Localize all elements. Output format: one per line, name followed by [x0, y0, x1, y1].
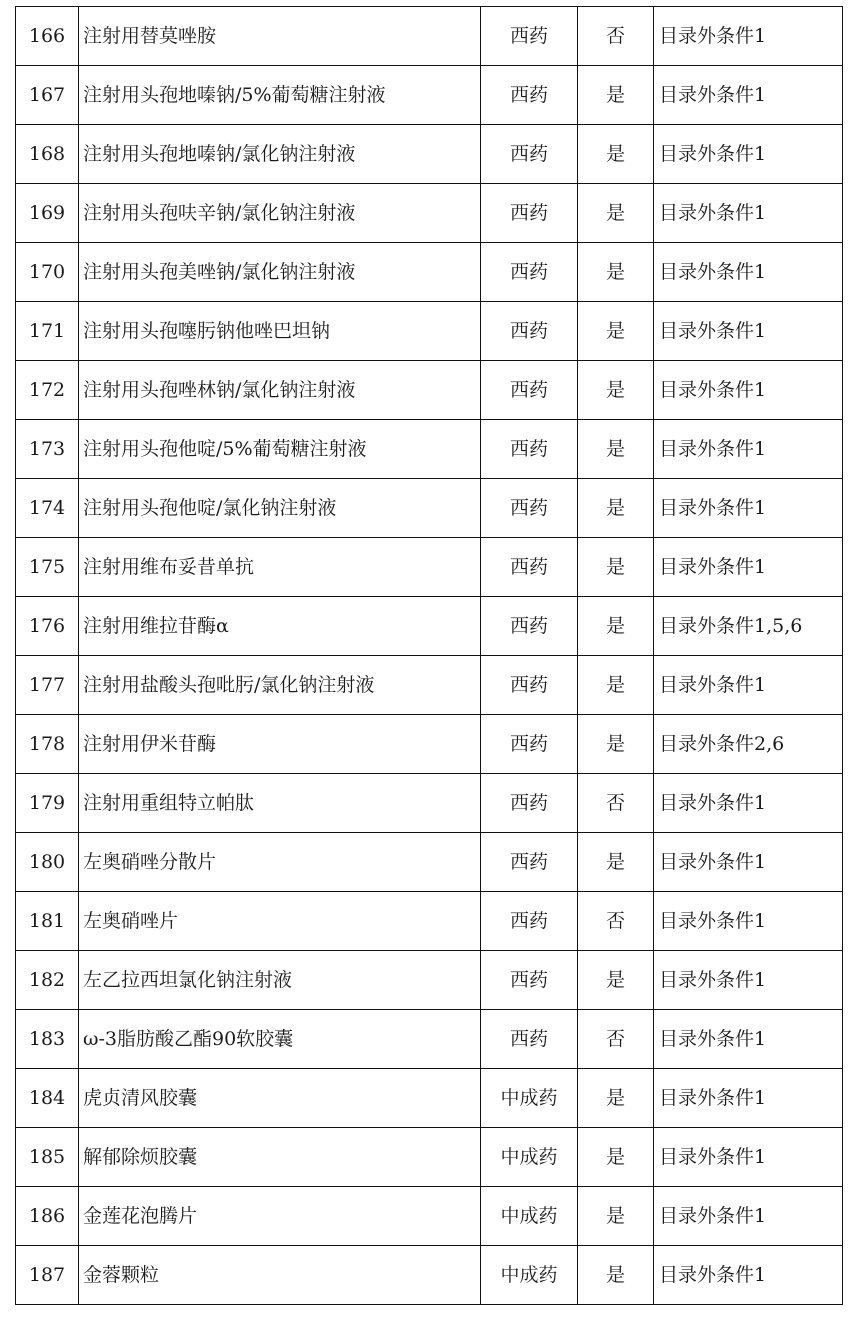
- row-number-cell: 174: [16, 479, 79, 538]
- drug-name-cell: 左奥硝唑片: [79, 892, 481, 951]
- row-number-cell: 173: [16, 420, 79, 479]
- condition-cell: 目录外条件1: [654, 1246, 843, 1305]
- drug-list-table-wrapper: [15, 6, 842, 1305]
- drug-name-cell: 注射用维布妥昔单抗: [79, 538, 481, 597]
- row-number-cell: 186: [16, 1187, 79, 1246]
- row-number-cell: 168: [16, 125, 79, 184]
- drug-name-cell: 注射用头孢他啶/氯化钠注射液: [79, 479, 481, 538]
- drug-type-cell: 西药: [481, 1010, 578, 1069]
- row-number-cell: 176: [16, 597, 79, 656]
- table-row: [16, 597, 843, 656]
- flag-cell: 是: [578, 125, 654, 184]
- drug-type-cell: 西药: [481, 951, 578, 1010]
- drug-name-cell: 解郁除烦胶囊: [79, 1128, 481, 1187]
- table-row: [16, 7, 843, 66]
- condition-cell: 目录外条件1: [654, 184, 843, 243]
- drug-name-cell: 注射用伊米苷酶: [79, 715, 481, 774]
- drug-type-cell: 中成药: [481, 1069, 578, 1128]
- flag-cell: 是: [578, 656, 654, 715]
- flag-cell: 是: [578, 420, 654, 479]
- row-number-cell: 178: [16, 715, 79, 774]
- row-number-cell: 169: [16, 184, 79, 243]
- table-row: [16, 125, 843, 184]
- condition-cell: 目录外条件2,6: [654, 715, 843, 774]
- row-number-cell: 171: [16, 302, 79, 361]
- drug-type-cell: 西药: [481, 361, 578, 420]
- drug-type-cell: 西药: [481, 538, 578, 597]
- condition-cell: 目录外条件1: [654, 66, 843, 125]
- flag-cell: 是: [578, 597, 654, 656]
- flag-cell: 否: [578, 7, 654, 66]
- drug-name-cell: 注射用头孢地嗪钠/氯化钠注射液: [79, 125, 481, 184]
- flag-cell: 是: [578, 538, 654, 597]
- drug-name-cell: 注射用盐酸头孢吡肟/氯化钠注射液: [79, 656, 481, 715]
- row-number-cell: 177: [16, 656, 79, 715]
- drug-type-cell: 西药: [481, 479, 578, 538]
- drug-type-cell: 西药: [481, 420, 578, 479]
- condition-cell: 目录外条件1: [654, 1069, 843, 1128]
- drug-type-cell: 西药: [481, 125, 578, 184]
- drug-name-cell: 注射用头孢唑林钠/氯化钠注射液: [79, 361, 481, 420]
- row-number-cell: 187: [16, 1246, 79, 1305]
- drug-name-cell: 注射用头孢他啶/5%葡萄糖注射液: [79, 420, 481, 479]
- table-row: [16, 1128, 843, 1187]
- condition-cell: 目录外条件1: [654, 1187, 843, 1246]
- drug-type-cell: 西药: [481, 892, 578, 951]
- table-row: [16, 656, 843, 715]
- flag-cell: 是: [578, 243, 654, 302]
- drug-type-cell: 西药: [481, 833, 578, 892]
- row-number-cell: 179: [16, 774, 79, 833]
- table-row: [16, 1010, 843, 1069]
- row-number-cell: 182: [16, 951, 79, 1010]
- drug-name-cell: ω-3脂肪酸乙酯90软胶囊: [79, 1010, 481, 1069]
- condition-cell: 目录外条件1: [654, 7, 843, 66]
- condition-cell: 目录外条件1: [654, 479, 843, 538]
- table-row: [16, 66, 843, 125]
- table-row: [16, 833, 843, 892]
- table-row: [16, 538, 843, 597]
- drug-name-cell: 金莲花泡腾片: [79, 1187, 481, 1246]
- table-row: [16, 715, 843, 774]
- condition-cell: 目录外条件1: [654, 774, 843, 833]
- drug-type-cell: 西药: [481, 597, 578, 656]
- table-row: [16, 420, 843, 479]
- flag-cell: 是: [578, 302, 654, 361]
- flag-cell: 是: [578, 1246, 654, 1305]
- drug-name-cell: 金蓉颗粒: [79, 1246, 481, 1305]
- flag-cell: 是: [578, 1187, 654, 1246]
- flag-cell: 否: [578, 892, 654, 951]
- table-row: [16, 361, 843, 420]
- table-row: [16, 302, 843, 361]
- table-body: [16, 7, 843, 1305]
- table-row: [16, 243, 843, 302]
- table-row: [16, 184, 843, 243]
- condition-cell: 目录外条件1: [654, 302, 843, 361]
- flag-cell: 是: [578, 184, 654, 243]
- drug-type-cell: 中成药: [481, 1246, 578, 1305]
- table-row: [16, 479, 843, 538]
- flag-cell: 否: [578, 774, 654, 833]
- drug-name-cell: 注射用头孢呋辛钠/氯化钠注射液: [79, 184, 481, 243]
- flag-cell: 是: [578, 361, 654, 420]
- table-row: [16, 892, 843, 951]
- drug-type-cell: 西药: [481, 7, 578, 66]
- row-number-cell: 166: [16, 7, 79, 66]
- drug-name-cell: 注射用头孢地嗪钠/5%葡萄糖注射液: [79, 66, 481, 125]
- condition-cell: 目录外条件1: [654, 538, 843, 597]
- flag-cell: 是: [578, 833, 654, 892]
- drug-name-cell: 左奥硝唑分散片: [79, 833, 481, 892]
- row-number-cell: 183: [16, 1010, 79, 1069]
- drug-name-cell: 注射用替莫唑胺: [79, 7, 481, 66]
- drug-name-cell: 注射用重组特立帕肽: [79, 774, 481, 833]
- flag-cell: 是: [578, 715, 654, 774]
- condition-cell: 目录外条件1: [654, 420, 843, 479]
- row-number-cell: 175: [16, 538, 79, 597]
- row-number-cell: 184: [16, 1069, 79, 1128]
- row-number-cell: 180: [16, 833, 79, 892]
- drug-name-cell: 虎贞清风胶囊: [79, 1069, 481, 1128]
- drug-type-cell: 西药: [481, 302, 578, 361]
- flag-cell: 否: [578, 1010, 654, 1069]
- condition-cell: 目录外条件1: [654, 125, 843, 184]
- drug-list-table: [15, 6, 843, 1305]
- flag-cell: 是: [578, 1069, 654, 1128]
- drug-type-cell: 中成药: [481, 1187, 578, 1246]
- row-number-cell: 172: [16, 361, 79, 420]
- row-number-cell: 170: [16, 243, 79, 302]
- table-row: [16, 1187, 843, 1246]
- condition-cell: 目录外条件1: [654, 243, 843, 302]
- condition-cell: 目录外条件1: [654, 656, 843, 715]
- drug-name-cell: 注射用维拉苷酶α: [79, 597, 481, 656]
- table-row: [16, 951, 843, 1010]
- row-number-cell: 185: [16, 1128, 79, 1187]
- drug-type-cell: 西药: [481, 715, 578, 774]
- condition-cell: 目录外条件1,5,6: [654, 597, 843, 656]
- drug-type-cell: 西药: [481, 66, 578, 125]
- condition-cell: 目录外条件1: [654, 951, 843, 1010]
- drug-name-cell: 注射用头孢美唑钠/氯化钠注射液: [79, 243, 481, 302]
- drug-name-cell: 注射用头孢噻肟钠他唑巴坦钠: [79, 302, 481, 361]
- flag-cell: 是: [578, 479, 654, 538]
- condition-cell: 目录外条件1: [654, 361, 843, 420]
- row-number-cell: 167: [16, 66, 79, 125]
- condition-cell: 目录外条件1: [654, 892, 843, 951]
- flag-cell: 是: [578, 66, 654, 125]
- row-number-cell: 181: [16, 892, 79, 951]
- drug-type-cell: 西药: [481, 774, 578, 833]
- flag-cell: 是: [578, 951, 654, 1010]
- drug-type-cell: 西药: [481, 656, 578, 715]
- condition-cell: 目录外条件1: [654, 833, 843, 892]
- condition-cell: 目录外条件1: [654, 1128, 843, 1187]
- table-row: [16, 774, 843, 833]
- flag-cell: 是: [578, 1128, 654, 1187]
- drug-type-cell: 西药: [481, 184, 578, 243]
- condition-cell: 目录外条件1: [654, 1010, 843, 1069]
- drug-name-cell: 左乙拉西坦氯化钠注射液: [79, 951, 481, 1010]
- table-row: [16, 1246, 843, 1305]
- table-row: [16, 1069, 843, 1128]
- drug-type-cell: 西药: [481, 243, 578, 302]
- drug-type-cell: 中成药: [481, 1128, 578, 1187]
